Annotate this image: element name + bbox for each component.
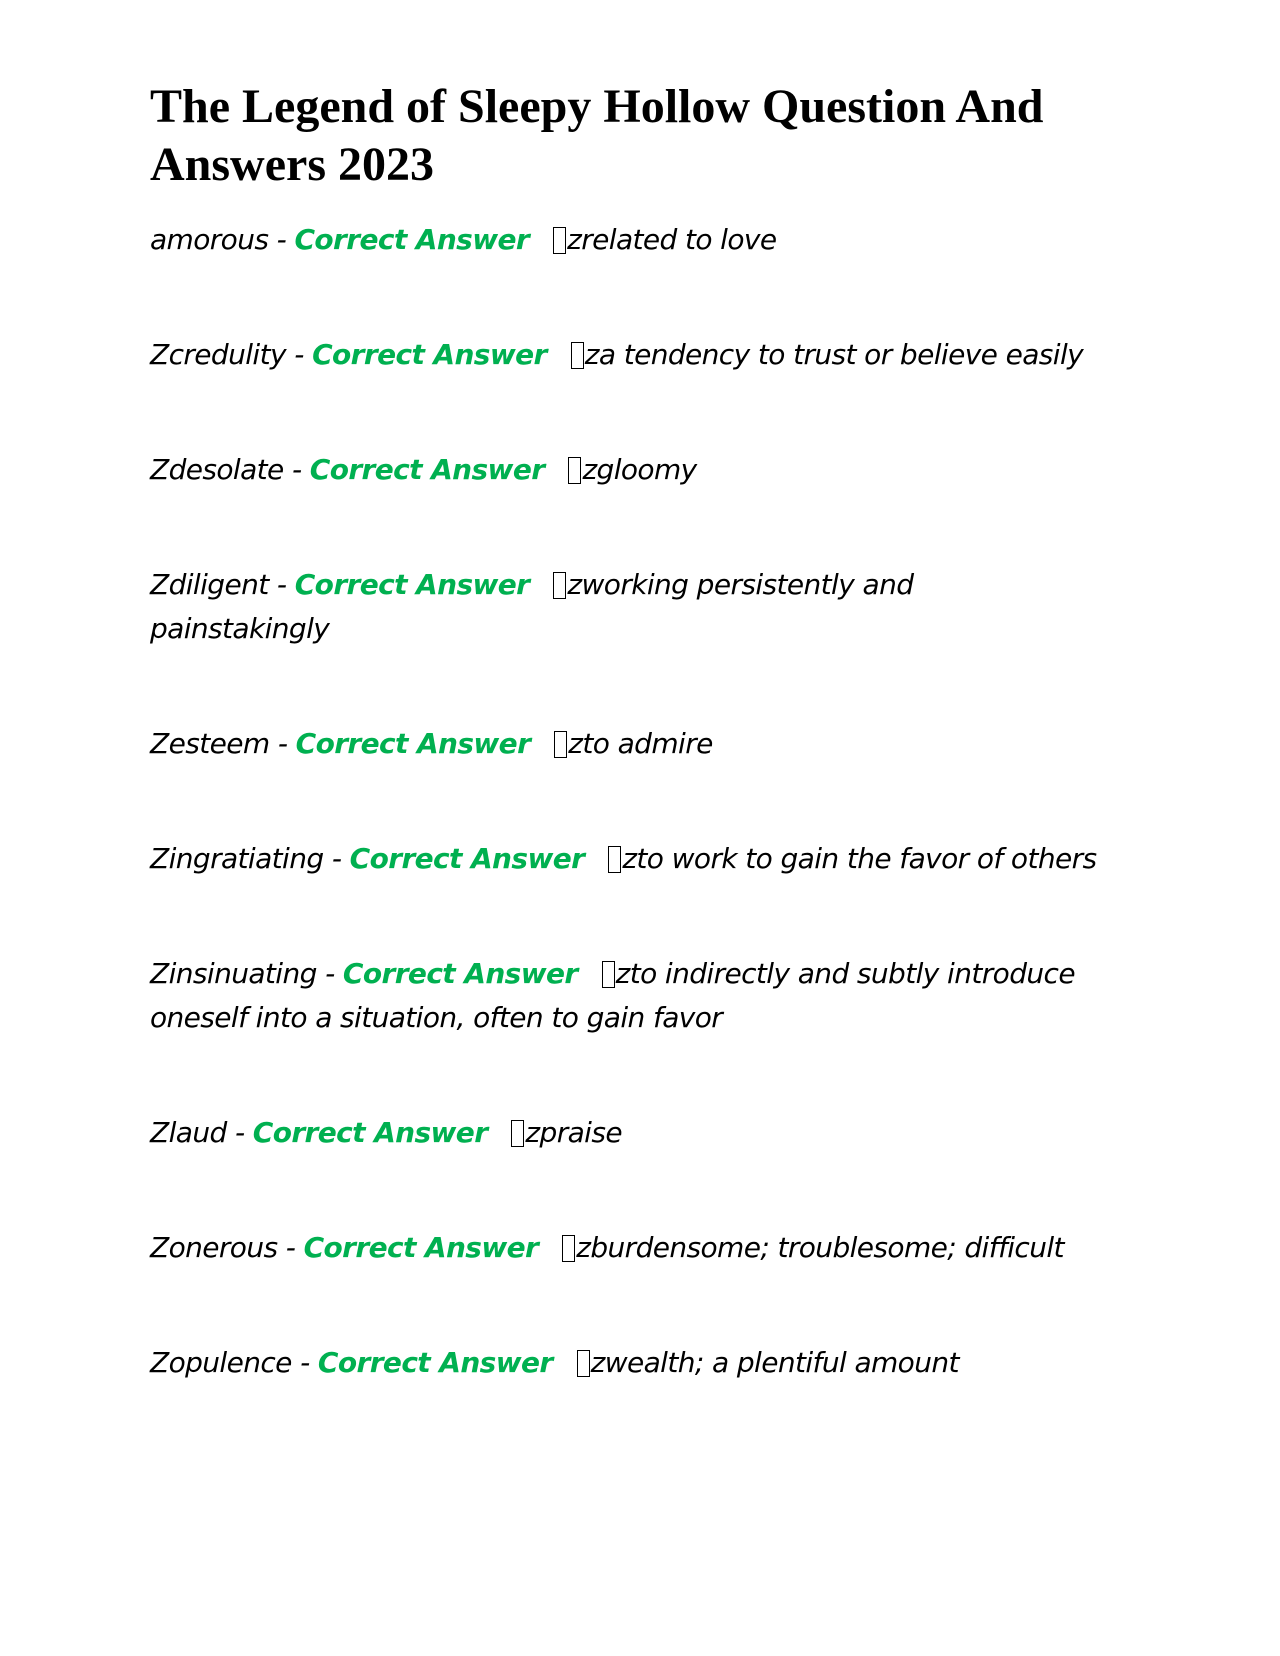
correct-answer-label: Correct Answer bbox=[294, 568, 530, 601]
correct-answer-label: Correct Answer bbox=[303, 1231, 539, 1264]
document-title: The Legend of Sleepy Hollow Question And Answers 2023 bbox=[150, 80, 1044, 191]
missing-glyph-icon bbox=[553, 227, 566, 254]
missing-glyph-icon bbox=[577, 1350, 590, 1377]
correct-answer-label: Correct Answer bbox=[312, 338, 547, 371]
separator: - bbox=[268, 568, 295, 601]
separator: - bbox=[323, 842, 350, 875]
separator: - bbox=[291, 1346, 318, 1379]
separator: - bbox=[285, 338, 313, 371]
definition: zto indirectly and subtly introduce oneself into a situation, often to gain favor bbox=[150, 957, 1075, 1034]
definition: zwealth; a plentiful amount bbox=[590, 1346, 959, 1379]
qa-entry bbox=[150, 952, 1100, 1040]
qa-entry bbox=[150, 1341, 1100, 1385]
missing-glyph-icon bbox=[568, 457, 581, 484]
missing-glyph-icon bbox=[602, 961, 615, 988]
qa-entry bbox=[150, 448, 1100, 492]
definition: zto admire bbox=[568, 727, 713, 760]
term: amorous bbox=[150, 223, 269, 256]
term: Zonerous bbox=[150, 1231, 278, 1264]
definition: zpraise bbox=[525, 1116, 622, 1149]
missing-glyph-icon bbox=[571, 342, 584, 369]
definition: zrelated to love bbox=[567, 223, 777, 256]
qa-entry bbox=[150, 722, 1100, 766]
correct-answer-label: Correct Answer bbox=[294, 223, 530, 256]
separator: - bbox=[316, 957, 343, 990]
definition: zgloomy bbox=[582, 453, 697, 486]
missing-glyph-icon bbox=[553, 572, 566, 599]
missing-glyph-icon bbox=[608, 846, 621, 873]
missing-glyph-icon bbox=[562, 1235, 575, 1262]
term: Zdiligent bbox=[150, 568, 269, 601]
qa-entry bbox=[150, 218, 1100, 262]
term: Zcredulity bbox=[150, 338, 286, 371]
qa-entry bbox=[150, 837, 1100, 881]
document-page bbox=[150, 78, 1100, 1385]
correct-answer-label: Correct Answer bbox=[317, 1346, 553, 1379]
qa-entry bbox=[150, 1111, 1100, 1155]
term: Zdesolate bbox=[150, 453, 284, 486]
qa-entry bbox=[150, 1226, 1100, 1270]
term: Zesteem bbox=[150, 727, 270, 760]
qa-entry bbox=[150, 333, 1100, 377]
term: Zingratiating bbox=[150, 842, 324, 875]
definition: zworking persistently and painstakingly bbox=[150, 568, 914, 645]
term: Zinsinuating bbox=[150, 957, 317, 990]
separator: - bbox=[269, 727, 296, 760]
correct-answer-label: Correct Answer bbox=[349, 842, 585, 875]
definition: zto work to gain the favor of others bbox=[622, 842, 1097, 875]
qa-entry bbox=[150, 563, 1100, 651]
missing-glyph-icon bbox=[511, 1120, 524, 1147]
definition: zburdensome; troublesome; difficult bbox=[576, 1231, 1064, 1264]
correct-answer-label: Correct Answer bbox=[309, 453, 545, 486]
separator: - bbox=[277, 1231, 304, 1264]
correct-answer-label: Correct Answer bbox=[252, 1116, 488, 1149]
separator: - bbox=[268, 223, 295, 256]
separator: - bbox=[226, 1116, 253, 1149]
definition: za tendency to trust or believe easily bbox=[584, 338, 1084, 371]
separator: - bbox=[283, 453, 310, 486]
correct-answer-label: Correct Answer bbox=[342, 957, 578, 990]
term: Zopulence bbox=[150, 1346, 292, 1379]
missing-glyph-icon bbox=[554, 731, 567, 758]
term: Zlaud bbox=[150, 1116, 227, 1149]
correct-answer-label: Correct Answer bbox=[295, 727, 531, 760]
